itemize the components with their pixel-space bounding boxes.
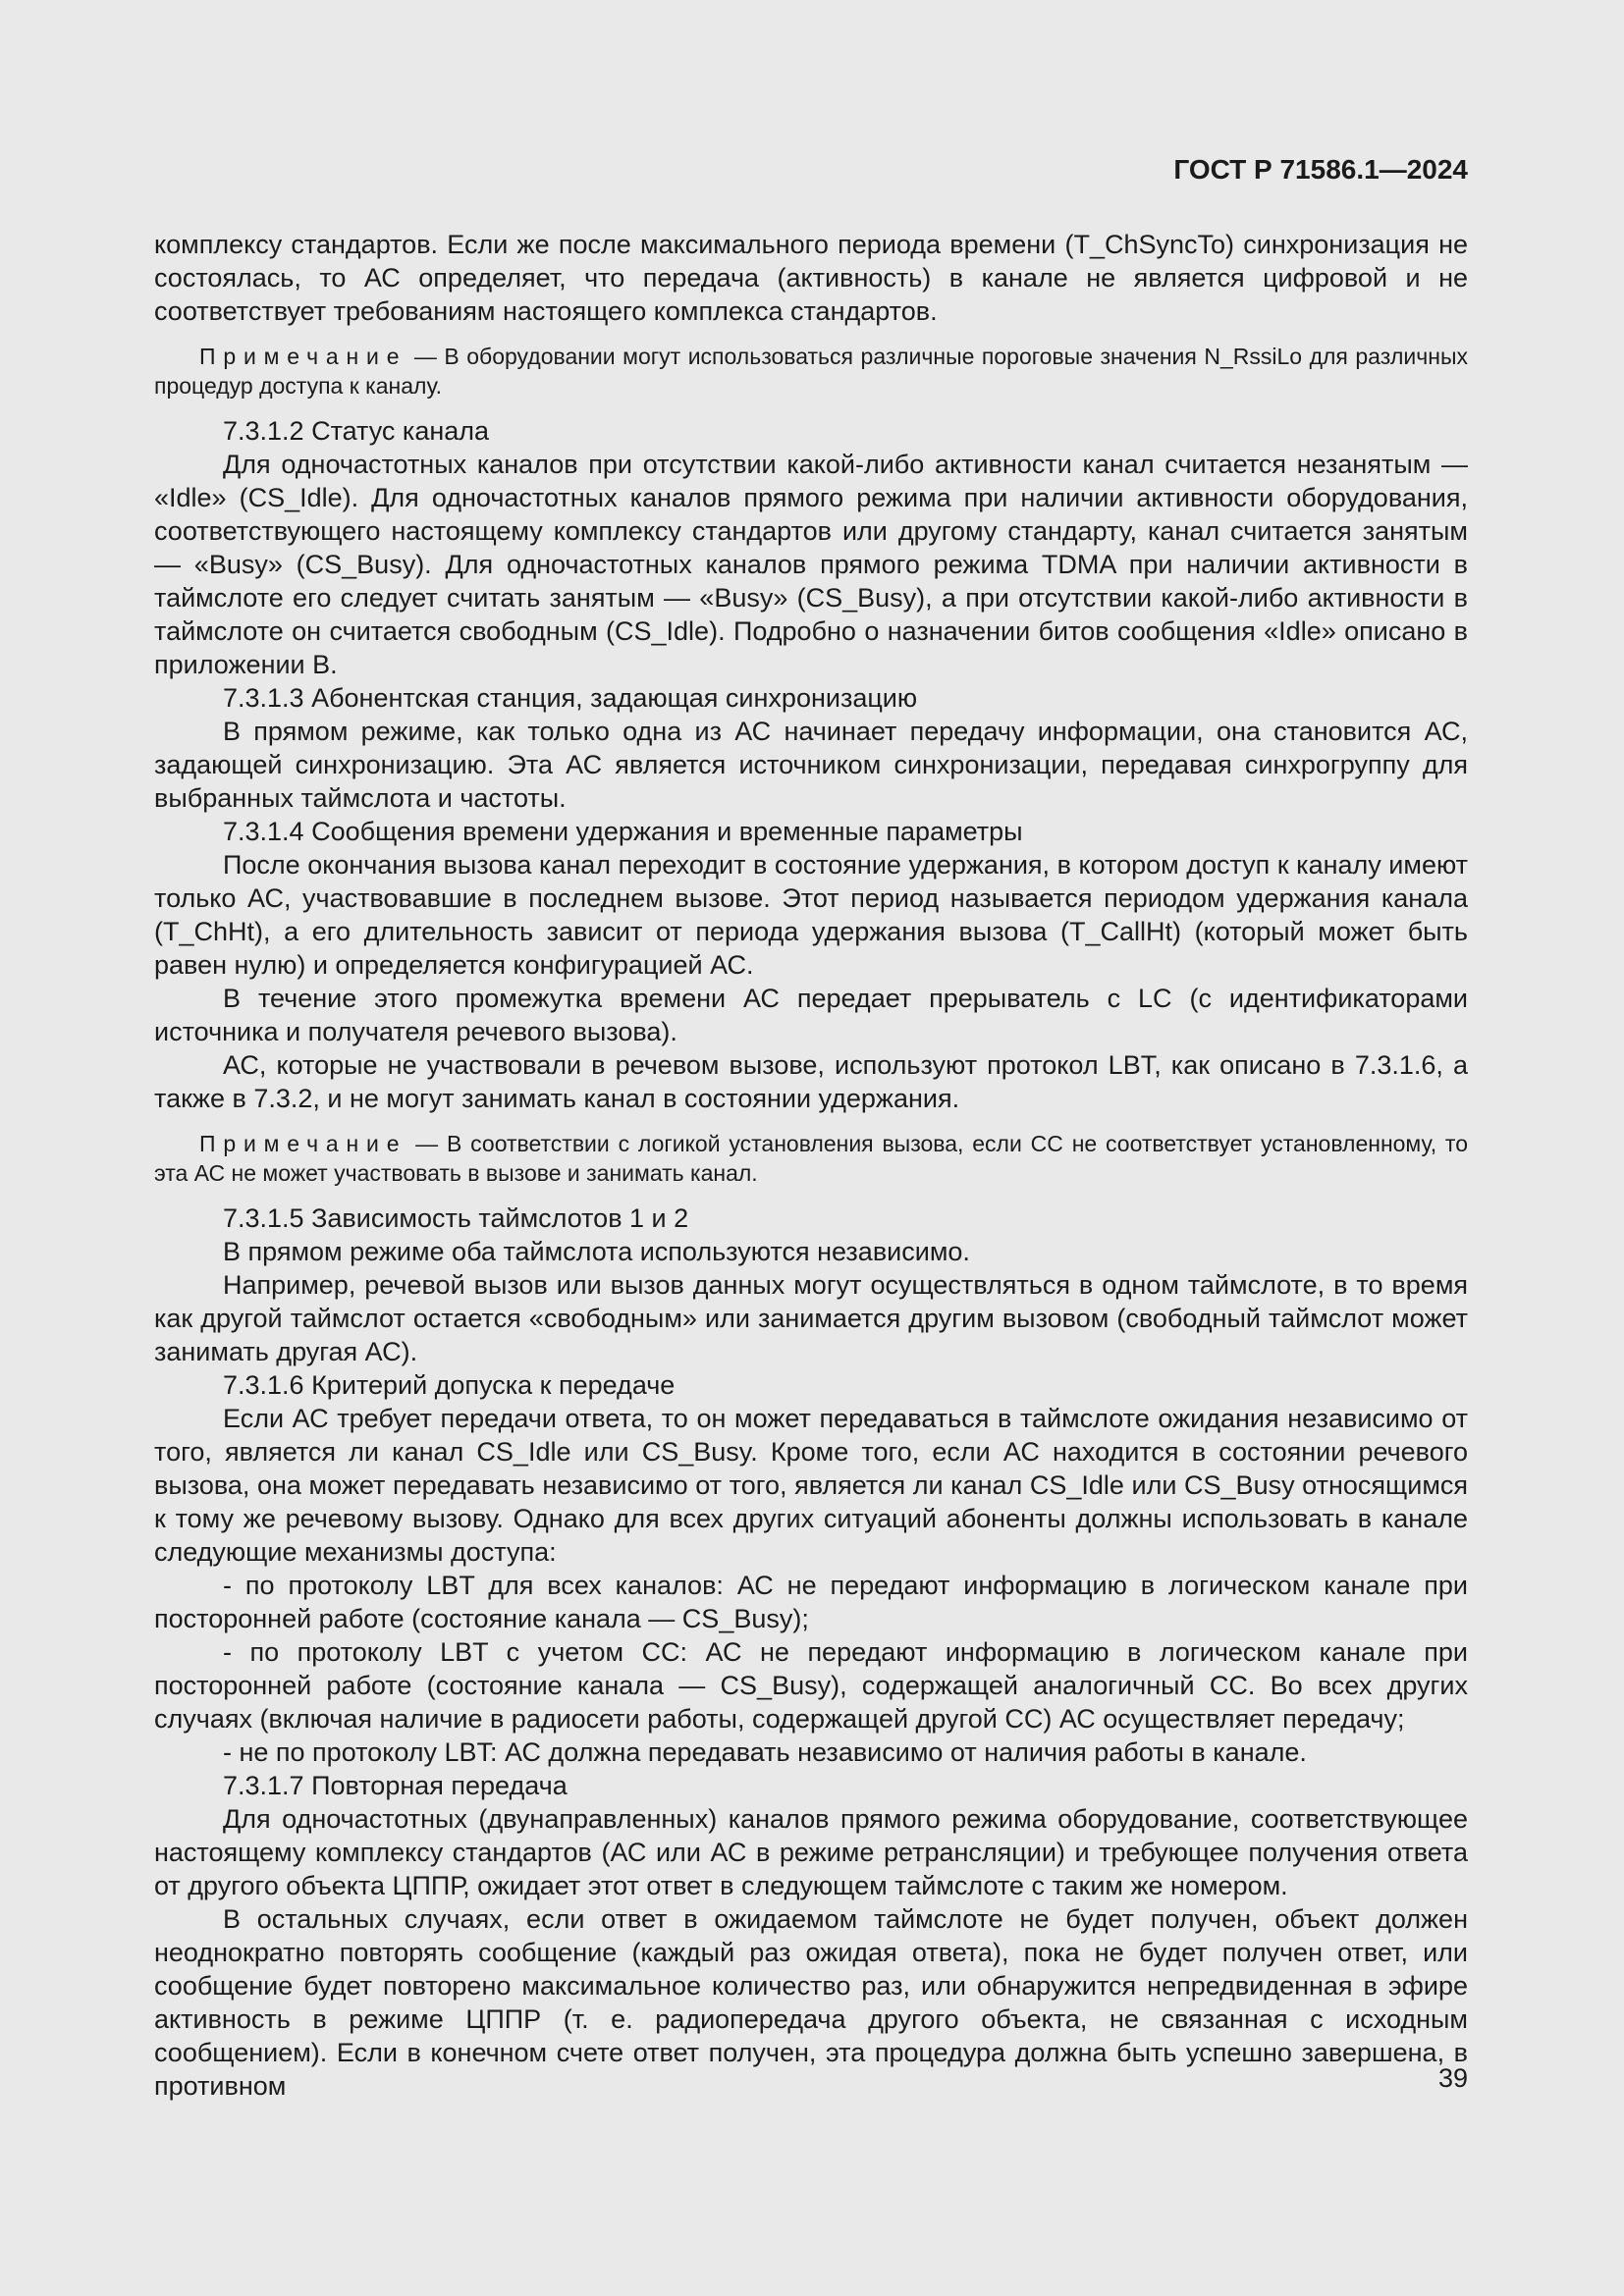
note-label: Примечание: [199, 1131, 407, 1156]
section-heading: 7.3.1.2 Статус канала: [223, 416, 490, 446]
paragraph: - по протоколу LBT для всех каналов: АС не передают информацию в логическом канале при посторонней работе (состояние канала — CS_Busy);: [154, 1571, 1468, 1633]
section-heading: 7.3.1.6 Критерий допуска к передаче: [223, 1370, 676, 1400]
paragraph: Например, речевой вызов или вызов данных могут осуществляться в одном таймслоте, в то время как другой таймслот остается «свободным» или занимается другим вызовом (свободный таймслот может занимать другая АС).: [154, 1270, 1468, 1366]
paragraph: комплексу стандартов. Если же после максимального периода времени (T_ChSyncTo) синхронизация не состоялась, то АС определяет, что передача (активность) в канале не является цифровой и не соответствует требованиям настоящего комплекса стандартов.: [154, 230, 1468, 326]
document-header: ГОСТ Р 71586.1—2024: [1173, 154, 1468, 185]
paragraph: В остальных случаях, если ответ в ожидаемом таймслоте не будет получен, объект должен неоднократно повторять сообщение (каждый раз ожидая ответа), пока не будет получен ответ, или сообщение будет повторено максимальное количество раз, или обнаружится непредвиденная в эфире активность в режиме ЦППР (т. е. радиопередача другого объекта, не связанная с исходным сообщением). Если в конечном счете ответ получен, эта процедура должна быть успешно завершена, в противном: [154, 1904, 1468, 2101]
note-label: Примечание: [199, 344, 407, 369]
paragraph: В прямом режиме, как только одна из АС начинает передачу информации, она становится АС, задающей синхронизацию. Эта АС является источником синхронизации, передавая синхрогруппу для выбранных таймслота и частоты.: [154, 717, 1468, 813]
paragraph: АС, которые не участвовали в речевом вызове, используют протокол LBT, как описано в 7.3.1.6, а также в 7.3.2, и не могут занимать канал в состоянии удержания.: [154, 1050, 1468, 1113]
page-number: 39: [1437, 2063, 1468, 2093]
section-heading: 7.3.1.7 Повторная передача: [223, 1771, 568, 1800]
paragraph: В прямом режиме оба таймслота используются независимо.: [223, 1237, 970, 1266]
document-content: [154, 153, 1468, 2103]
paragraph: - по протоколу LBT с учетом СС: АС не передают информацию в логическом канале при посторонней работе (состояние канала — CS_Busy), содержащей аналогичный СС. Во всех других случаях (включая наличие в радиосети работы, содержащей другой СС) АС осуществляет передачу;: [154, 1637, 1468, 1734]
section-heading: 7.3.1.4 Сообщения времени удержания и временные параметры: [223, 817, 1023, 846]
section-heading: 7.3.1.5 Зависимость таймслотов 1 и 2: [223, 1203, 689, 1233]
document-body: [154, 228, 1468, 2103]
note: Примечание — В соответствии с логикой установления вызова, если СС не соответствует установленному, то эта АС не может участвовать в вызове и занимать канал.: [154, 1131, 1468, 1186]
section-heading: 7.3.1.3 Абонентская станция, задающая синхронизацию: [223, 683, 918, 713]
paragraph: Для одночастотных каналов при отсутствии какой-либо активности канал считается незанятым — «Idle» (CS_Idle). Для одночастотных каналов прямого режима при наличии активности оборудования, соответствующего настоящему комплексу стандартов или другому стандарту, канал считается занятым — «Busy» (CS_Busy). Для одночастотных каналов прямого режима TDMA при наличии активности в таймслоте его следует считать занятым — «Busy» (CS_Busy), а при отсутствии какой-либо активности в таймслоте он считается свободным (CS_Idle). Подробно о назначении битов сообщения «Idle» описано в приложении В.: [154, 450, 1468, 679]
paragraph: Для одночастотных (двунаправленных) каналов прямого режима оборудование, соответствующее настоящему комплексу стандартов (АС или АС в режиме ретрансляции) и требующее получения ответа от другого объекта ЦППР, ожидает этот ответ в следующем таймслоте с таким же номером.: [154, 1804, 1468, 1900]
paragraph: После окончания вызова канал переходит в состояние удержания, в котором доступ к каналу имеют только АС, участвовавшие в последнем вызове. Этот период называется периодом удержания канала (T_ChHt), а его длительность зависит от периода удержания вызова (T_CallHt) (который может быть равен нулю) и определяется конфигурацией АС.: [154, 850, 1468, 980]
paragraph: - не по протоколу LBT: АС должна передавать независимо от наличия работы в канале.: [223, 1737, 1307, 1767]
paragraph: В течение этого промежутка времени АС передает прерыватель с LC (с идентификаторами источника и получателя речевого вызова).: [154, 984, 1468, 1046]
note: Примечание — В оборудовании могут использоваться различные пороговые значения N_RssiLo для различных процедур доступа к каналу.: [154, 344, 1468, 399]
paragraph: Если АС требует передачи ответа, то он может передаваться в таймслоте ожидания независимо от того, является ли канал CS_Idle или CS_Busy. Кроме того, если АС находится в состоянии речевого вызова, она может передавать независимо от того, является ли канал CS_Idle или CS_Busy относящимся к тому же речевому вызову. Однако для всех других ситуаций абоненты должны использовать в канале следующие механизмы доступа:: [154, 1404, 1468, 1567]
